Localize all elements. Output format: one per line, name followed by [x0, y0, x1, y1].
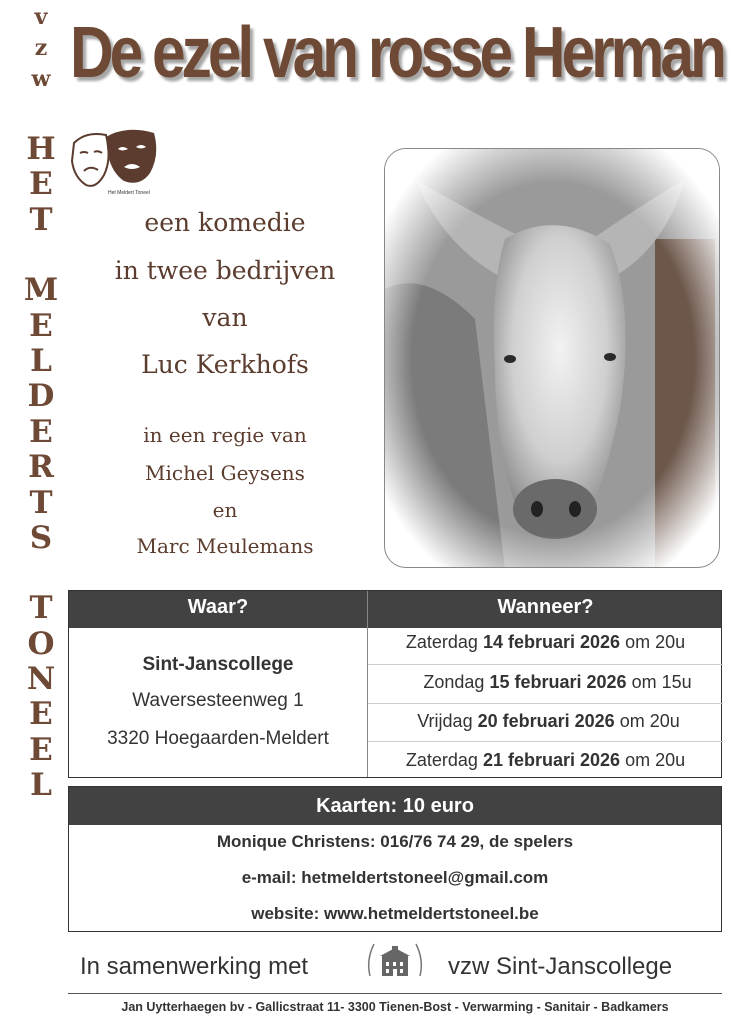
side-letter: T [29, 201, 53, 238]
tickets-header: Kaarten: 10 euro [69, 787, 721, 825]
side-letter: w [31, 66, 51, 92]
side-letter: L [30, 767, 52, 804]
date-time: om 20u [625, 632, 686, 652]
side-letter: E [29, 413, 53, 450]
row-divider [368, 664, 723, 665]
date-value: 20 februari 2026 [477, 711, 615, 731]
date-day: Zaterdag [405, 632, 478, 652]
and-label: en [212, 498, 238, 522]
side-letter: E [29, 166, 53, 203]
donkey-illustration [385, 149, 720, 568]
venue-street: Waversesteenweg 1 [132, 690, 304, 711]
side-letter: M [23, 272, 59, 309]
venue-cell [69, 628, 367, 778]
venue-name: Sint-Janscollege [142, 654, 294, 675]
date-time: om 20u [619, 711, 680, 731]
date-row [368, 711, 723, 732]
table-header [69, 591, 721, 628]
side-letter: E [29, 696, 53, 733]
date-row [368, 632, 723, 653]
collab-right-text: vzw Sint-Janscollege [448, 953, 673, 980]
side-letter: E [29, 307, 53, 344]
side-letter: D [27, 378, 55, 415]
date-value: 14 februari 2026 [482, 632, 621, 652]
intro-line: in twee bedrijven [114, 256, 336, 285]
date-row [368, 672, 723, 693]
side-letter: N [26, 661, 56, 698]
date-day: Zondag [423, 672, 485, 692]
row-divider [368, 741, 723, 742]
sponsor-footer: Jan Uytterhaegen bv - Gallicstraat 11- 3300 Tienen-Bost - Verwarming - Sanitair - Badkamers [121, 1000, 669, 1014]
date-row [368, 750, 723, 771]
dates-cell [368, 628, 723, 778]
side-letter: H [26, 131, 56, 167]
director-name: Michel Geysens [145, 461, 305, 485]
tickets-contact: Monique Christens: 016/76 74 29, de spelers [216, 832, 574, 851]
side-letter: O [27, 625, 55, 662]
date-day: Zaterdag [405, 750, 478, 770]
date-value: 15 februari 2026 [489, 672, 627, 692]
vertical-org-name [18, 6, 64, 806]
footer-divider [68, 993, 722, 994]
director-name: Marc Meulemans [136, 534, 314, 558]
venue-and-dates-table [68, 590, 722, 778]
side-letter: v [34, 4, 48, 30]
side-letter: T [29, 590, 53, 627]
date-value: 21 februari 2026 [482, 750, 621, 770]
collaboration-line [80, 950, 720, 986]
intro-line: van [202, 303, 248, 332]
collab-left-text: In samenwerking met [80, 953, 309, 980]
side-letter: T [29, 484, 53, 521]
when-header: Wanneer? [497, 596, 594, 618]
side-letter: E [29, 731, 53, 768]
tickets-website: website: www.hetmeldertstoneel.be [251, 904, 539, 923]
tickets-box [68, 786, 722, 932]
row-divider [368, 703, 723, 704]
side-letter: z [34, 35, 48, 61]
date-day: Vrijdag [417, 711, 473, 731]
author-name: Luc Kerkhofs [141, 350, 309, 379]
intro-line: een komedie [144, 208, 306, 237]
school-crest-icon [364, 936, 426, 986]
side-letter: L [30, 342, 52, 379]
regie-label: in een regie van [143, 423, 307, 447]
date-time: om 15u [631, 672, 692, 692]
side-letter: R [28, 449, 54, 486]
logo-caption: Het Meldert Toneel [108, 190, 150, 196]
tickets-email: e-mail: hetmeldertstoneel@gmail.com [241, 868, 549, 887]
where-header: Waar? [187, 596, 249, 618]
play-title: De ezel van rosse Herman [70, 13, 723, 93]
venue-city: 3320 Hoegaarden-Meldert [107, 728, 329, 749]
donkey-photo [384, 148, 720, 568]
side-letter: S [29, 519, 53, 556]
date-time: om 20u [625, 750, 686, 770]
